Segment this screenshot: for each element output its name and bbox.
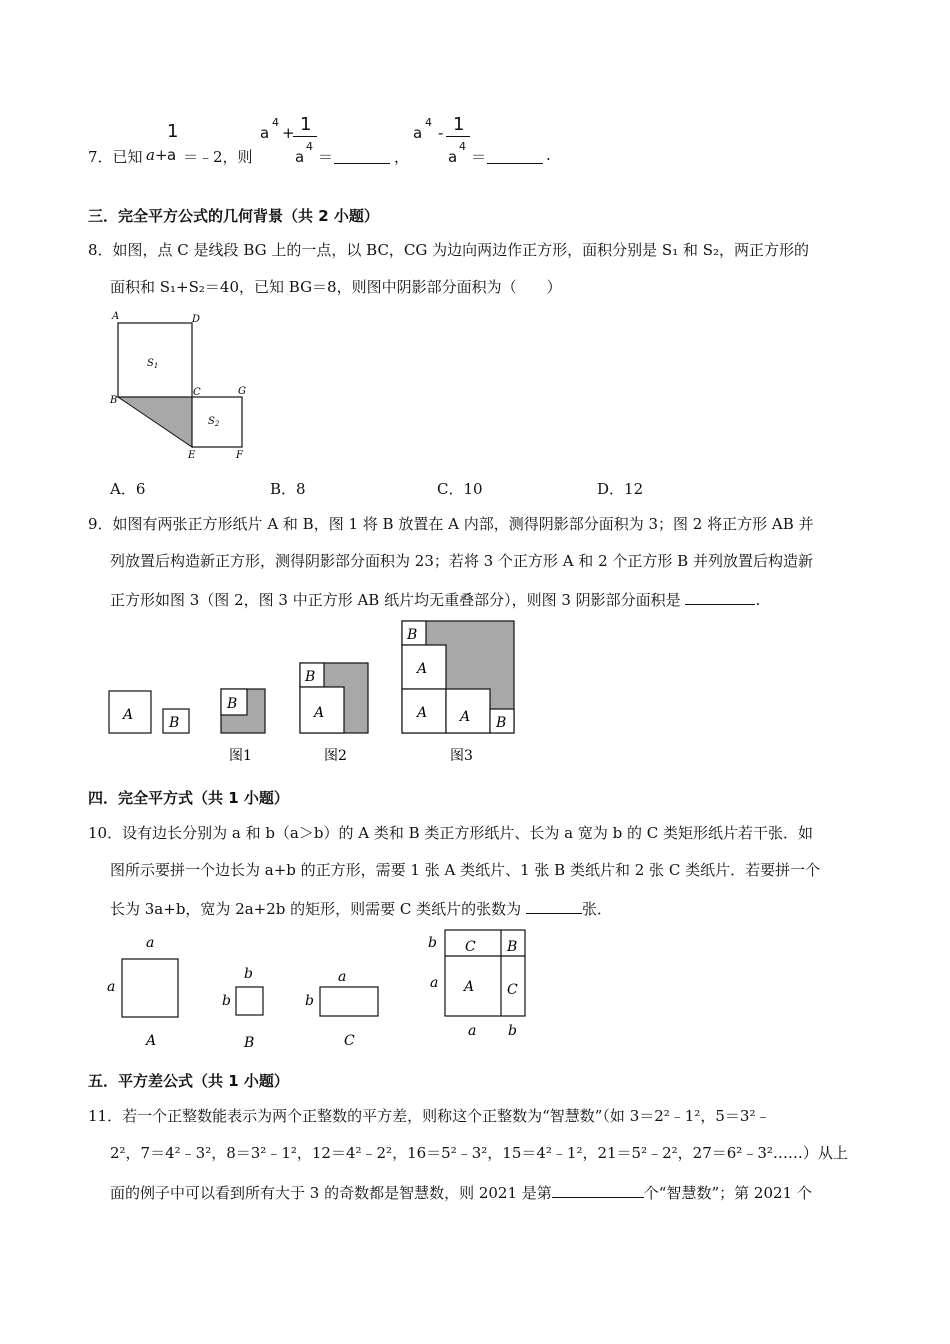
q9-answer-blank[interactable] (685, 588, 755, 605)
q9-line-3 (110, 588, 760, 610)
q7-frac3-den-exp: 4 (459, 140, 466, 153)
q10-square-b (236, 987, 263, 1015)
section-5-title: 五．平方差公式（共 1 小题） (88, 1072, 289, 1090)
q8-label-S2: $S_2$ (208, 416, 220, 428)
q7-frac2-bar (293, 136, 317, 137)
q9-figure (100, 615, 530, 775)
q10-line-3-end: 张． (581, 900, 612, 918)
q8-line-2: 面积和 S₁+S₂＝40，已知 BG＝8，则图中阴影部分面积为（ ） (110, 278, 562, 296)
q9-fig2-label-b: B (305, 669, 316, 685)
q9-fig3-label-a-b2: A (460, 709, 471, 725)
q10-comp-b-bottom: b (508, 1023, 517, 1039)
q8-label-A: A (112, 311, 120, 322)
q9-fig3-label-a-mid: A (417, 661, 428, 677)
q10-b-left: b (222, 993, 231, 1009)
q8-label-D: D (192, 314, 201, 325)
q9-line-3-text: 正方形如图 3（图 2，图 3 中正方形 AB 纸片均无重叠部分），则图 3 阴影部分面积是 (110, 591, 686, 609)
q10-line-2: 图所示要拼一个边长为 a+b 的正方形，需要 1 张 A 类纸片、1 张 B 类纸片和 2 张 C 类纸片．若要拼一个 (110, 861, 821, 879)
q7-frac-denominator: a (167, 146, 177, 164)
q9-fig3-label-a-b1: A (417, 705, 428, 721)
q8-option-c[interactable]: C．10 (437, 480, 483, 498)
q10-figure (100, 925, 540, 1055)
q10-a-left: a (107, 979, 116, 995)
section-4-title: 四．完全平方式（共 1 小题） (88, 789, 289, 807)
q9-fig3-label-b-bottom: B (496, 715, 507, 731)
q7-b-base: a (413, 124, 423, 142)
q10-comp-a-left: a (430, 975, 439, 991)
q10-comp-label-c-right: C (507, 982, 518, 998)
q10-answer-blank[interactable] (526, 897, 582, 914)
q8-figure (100, 305, 260, 465)
q9-fig1-caption: 图1 (229, 748, 252, 764)
q11-line-1: 11．若一个正整数能表示为两个正整数的平方差，则称这个正整数为“智慧数”（如 3＝2²﹣1²，5＝3²﹣ (88, 1107, 771, 1125)
q8-option-a[interactable]: A．6 (110, 480, 146, 498)
q10-comp-label-b: B (507, 939, 518, 955)
q7-frac3-num: 1 (453, 114, 465, 135)
q9-fig2-label-a: A (314, 705, 325, 721)
q9-fig3-label-b-top: B (407, 627, 418, 643)
q7-plus: + (282, 124, 295, 142)
q10-comp-a-bottom: a (468, 1023, 477, 1039)
q10-comp-label-a: A (464, 979, 475, 995)
q7-number: 7．已知 (88, 148, 143, 166)
q7-eq2: ＝ (471, 148, 487, 166)
q7-frac2-num: 1 (300, 114, 312, 135)
q7-a-plus: a+ (146, 146, 168, 164)
q9-fig3-caption: 图3 (450, 748, 473, 764)
q11-line-3 (110, 1181, 812, 1203)
q8-label-F: F (236, 450, 243, 461)
section-3-title: 三．完全平方公式的几何背景（共 2 小题） (88, 207, 379, 225)
q10-a-top: a (146, 935, 155, 951)
q8-option-b[interactable]: B．8 (270, 480, 306, 498)
q7-answer-blank-1[interactable] (334, 147, 390, 164)
q7-period: . (546, 146, 551, 164)
q10-c-top: a (338, 969, 347, 985)
q11-line-2: 2²，7＝4²﹣3²，8＝3²﹣1²，12＝4²﹣2²，16＝5²﹣3²，15＝4²﹣1²，21＝5²﹣2²，27＝6²﹣3²……）从上 (110, 1144, 848, 1162)
q9-fig2-caption: 图2 (324, 748, 347, 764)
q9-label-b: B (169, 715, 180, 731)
q8-label-B: B (110, 395, 118, 406)
q10-square-a (122, 959, 178, 1017)
q10-caption-c: C (344, 1033, 355, 1049)
q10-comp-b-left: b (428, 935, 437, 951)
q8-option-d[interactable]: D．12 (597, 480, 644, 498)
q8-square-s1 (118, 323, 192, 397)
q8-label-G: G (238, 386, 246, 397)
q10-c-left: b (305, 993, 314, 1009)
q9-line-2: 列放置后构造新正方形，测得阴影部分面积为 23；若将 3 个正方形 A 和 2 个正方形 B 并列放置后构造新 (110, 552, 813, 570)
q10-line-3-text: 长为 3a+b，宽为 2a+2b 的矩形，则需要 C 类纸片的张数为 (110, 900, 526, 918)
q8-label-C: C (193, 387, 201, 398)
q10-rect-c (320, 987, 378, 1016)
q10-line-1: 10．设有边长分别为 a 和 b（a＞b）的 A 类和 B 类正方形纸片、长为 a 宽为 b 的 C 类矩形纸片若干张．如 (88, 824, 814, 842)
q7-b-exp: 4 (425, 116, 432, 129)
q7-a4-exp: 4 (272, 116, 279, 129)
q10-line-3 (110, 897, 612, 919)
q8-shaded-region (118, 397, 192, 447)
q7-frac-numerator: 1 (167, 121, 179, 142)
q7-eq-minus2: ＝﹣2，则 (183, 148, 253, 166)
q7-frac3-den: a (448, 148, 458, 166)
q7-frac3-bar (446, 136, 470, 137)
q9-line-3-end: . (755, 591, 761, 609)
q11-line-3-text: 面的例子中可以看到所有大于 3 的奇数都是智慧数，则 2021 是第 (110, 1184, 552, 1202)
q9-label-a: A (123, 707, 134, 723)
q11-line-3-end: 个“智慧数”；第 2021 个 (643, 1184, 812, 1202)
q10-b-top: b (244, 966, 253, 982)
q7-answer-blank-2[interactable] (487, 147, 543, 164)
q7-eq1: ＝ (318, 148, 334, 166)
q8-label-E: E (188, 450, 196, 461)
q10-caption-a: A (146, 1033, 157, 1049)
q7-frac2-den-exp: 4 (306, 140, 313, 153)
q8-line-1: 8．如图，点 C 是线段 BG 上的一点，以 BC，CG 为边向两边作正方形，面积分别是 S₁ 和 S₂，两正方形的 (88, 241, 810, 259)
q7-a4-base: a (260, 124, 270, 142)
q10-caption-b: B (244, 1035, 255, 1051)
q9-fig1-label-b: B (227, 696, 238, 712)
q11-answer-blank[interactable] (552, 1181, 644, 1198)
q8-label-S1: $S_1$ (147, 358, 159, 370)
q9-line-1: 9．如图有两张正方形纸片 A 和 B，图 1 将 B 放置在 A 内部，测得阴影部分面积为 3；图 2 将正方形 AB 并 (88, 515, 814, 533)
q10-comp-label-c-top: C (465, 939, 476, 955)
q7-minus: - (438, 124, 444, 142)
q7-comma: ， (394, 148, 410, 166)
q7-frac2-den: a (295, 148, 305, 166)
